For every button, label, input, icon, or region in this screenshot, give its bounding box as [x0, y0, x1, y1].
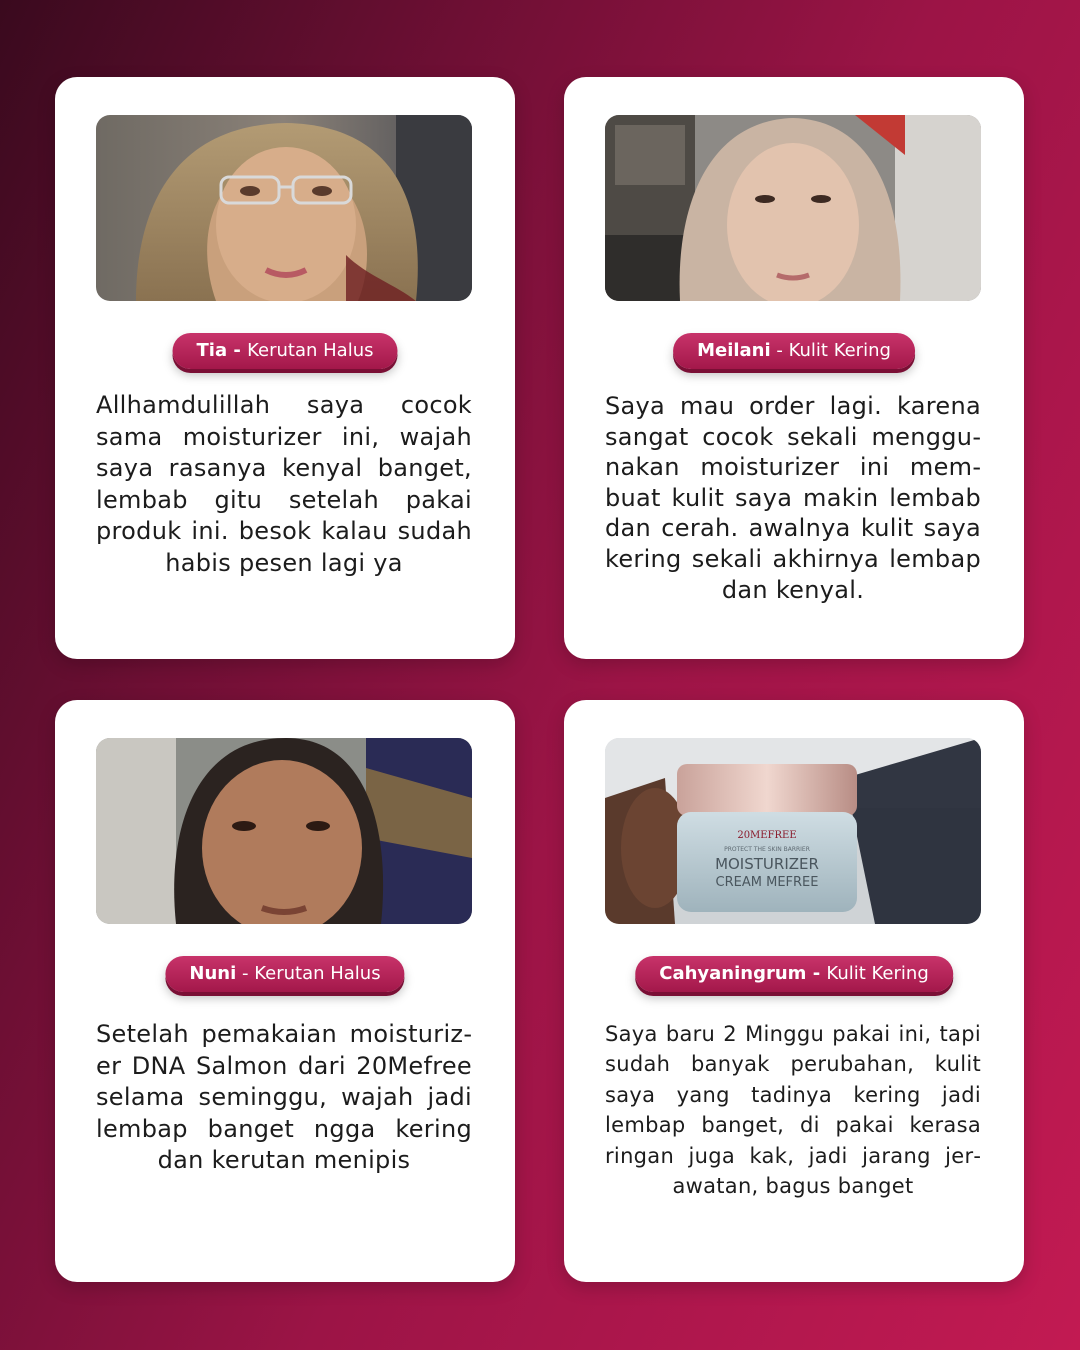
customer-name: Tia -: [196, 340, 248, 361]
product-name-line2: CREAM MEFREE: [715, 875, 819, 890]
customer-photo-tia: [96, 115, 472, 301]
skin-concern-label: Kerutan Halus: [247, 340, 374, 361]
product-name-line1: MOISTURIZER: [715, 855, 819, 873]
portrait-image: [605, 115, 981, 301]
testimonial-card-nuni: [55, 700, 515, 1282]
testimonial-quote: Saya mau order lagi. karena sangat cocok sekali menggunakan moisturizer ini membuat kulit saya makin lembab dan cerah. awalnya kulit saya kering sekali akhirnya lembap dan kenyal.: [605, 392, 981, 604]
product-photo: [605, 738, 981, 924]
customer-name-pill: [673, 333, 915, 369]
customer-name-pill: [635, 956, 953, 992]
skin-concern-label: - Kerutan Halus: [236, 963, 381, 984]
customer-photo-meilani: [605, 115, 981, 301]
testimonial-card-tia: [55, 77, 515, 659]
skin-concern-label: Kulit Kering: [826, 963, 929, 984]
customer-photo-nuni: [96, 738, 472, 924]
portrait-image: [96, 738, 472, 924]
testimonial-quote: Allhamdulillah saya cocok sama moisturizer ini, wajah saya rasanya kenyal banget, lembab gitu setelah pakai produk ini. besok kalau sudah habis pesen lagi ya: [96, 391, 472, 577]
customer-name: Meilani: [697, 340, 771, 361]
product-tagline: PROTECT THE SKIN BARRIER: [724, 846, 810, 853]
customer-name: Cahyaningrum -: [659, 963, 827, 984]
customer-name-pill: [165, 956, 404, 992]
skin-concern-label: - Kulit Kering: [770, 340, 891, 361]
testimonial-card-meilani: [564, 77, 1024, 659]
product-jar-image: [605, 738, 981, 924]
testimonial-card-cahyaningrum: [564, 700, 1024, 1282]
portrait-image: [96, 115, 472, 301]
customer-name: Nuni: [189, 963, 237, 984]
brand-logo-text: 20MEFREE: [737, 830, 797, 841]
testimonial-quote: Setelah pemakaian moisturizer DNA Salmon dari 20Mefree selama seminggu, wajah jadi lembap banget ngga kering dan kerutan menipis: [96, 1020, 472, 1175]
customer-name-pill: [173, 333, 398, 369]
testimonial-quote: Saya baru 2 Minggu pakai ini, tapi sudah banyak perubahan, kulit saya yang tadinya kering jadi lembap banget, di pakai kerasa ringan juga kak, jadi jarang jerawatan, bagus banget: [605, 1022, 981, 1199]
